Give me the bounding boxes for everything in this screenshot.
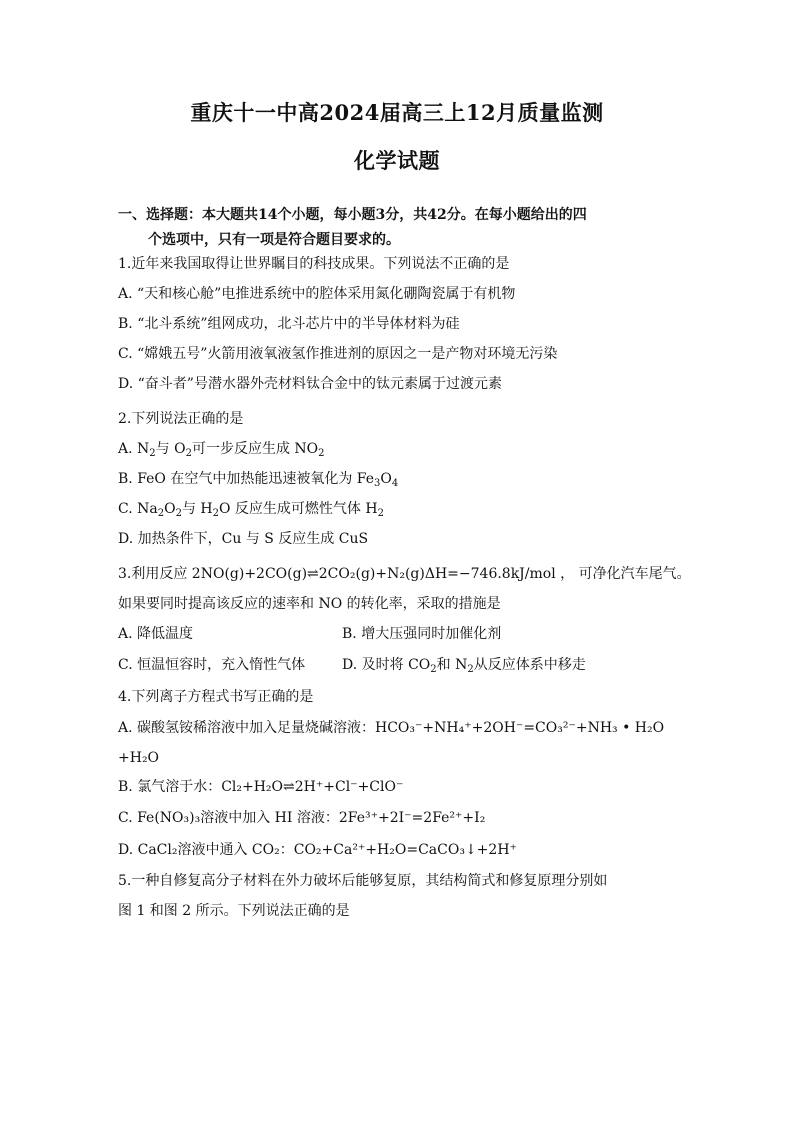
q2a-sub-1: 2 xyxy=(149,448,156,459)
question-1-option-a: A. “天和核心舱”电推进系统中的腔体采用氮化硼陶瓷属于有机物 xyxy=(118,286,516,302)
q2b-text-1: B. FeO 在空气中加热能迅速被氧化为 Fe xyxy=(118,471,375,487)
q2c-sub-4: 2 xyxy=(377,508,384,519)
q2c-sub-2: 2 xyxy=(175,508,182,519)
question-2-option-c xyxy=(118,499,384,519)
q3d-text-1: D. 及时将 CO xyxy=(342,657,431,673)
q2a-text-1: A. N xyxy=(118,441,150,457)
question-3-option-a: A. 降低温度 xyxy=(118,626,194,642)
section-heading-line1: 一、选择题：本大题共14个小题，每小题3分，共42分。在每小题给出的四 xyxy=(118,207,587,223)
question-1-option-c: C. “嫦娥五号”火箭用液氧液氢作推进剂的原因之一是产物对环境无污染 xyxy=(118,346,558,362)
question-2-option-a xyxy=(118,439,325,459)
question-5-stem-line1: 5.一种自修复高分子材料在外力破坏后能够复原，其结构简式和修复原理分别如 xyxy=(118,873,608,889)
question-4-option-a-line2: +H₂O xyxy=(118,750,160,766)
section-heading-line2: 个选项中，只有一项是符合题目要求的。 xyxy=(148,232,400,248)
q3d-sub-1: 2 xyxy=(430,664,437,675)
q2c-sub-1: 2 xyxy=(157,508,165,519)
q2a-sub-3: 2 xyxy=(318,448,325,459)
question-3-option-d xyxy=(342,655,586,675)
q2b-sub-2: 4 xyxy=(391,478,399,489)
q3d-sub-2: 2 xyxy=(467,664,474,675)
q2c-text-2: O xyxy=(164,501,176,517)
question-4-stem: 4.下列离子方程式书写正确的是 xyxy=(118,689,314,705)
question-2-option-b xyxy=(118,469,398,489)
question-5-stem-line2: 图 1 和图 2 所示。下列说法正确的是 xyxy=(118,903,350,919)
question-1-stem: 1.近年来我国取得让世界瞩目的科技成果。下列说法不正确的是 xyxy=(118,256,510,272)
q3d-text-3: 从反应体系中移走 xyxy=(473,657,586,673)
document-subtitle: 化学试题 xyxy=(354,148,440,173)
question-4-option-d: D. CaCl₂溶液中通入 CO₂：CO₂+Ca²⁺+H₂O=CaCO₃↓+2H⁺ xyxy=(118,842,517,858)
question-3-option-c: C. 恒温恒容时，充入惰性气体 xyxy=(118,657,306,673)
question-3-option-b: B. 增大压强同时加催化剂 xyxy=(342,626,502,642)
question-1-option-b: B. “北斗系统”组网成功，北斗芯片中的半导体材料为硅 xyxy=(118,316,460,332)
q2c-text-4: O 反应生成可燃性气体 H xyxy=(219,501,378,517)
q2c-sub-3: 2 xyxy=(212,508,219,519)
q2c-text-3: 与 H xyxy=(181,501,213,517)
q3d-text-2: 和 N xyxy=(436,657,468,673)
question-2-option-d: D. 加热条件下，Cu 与 S 反应生成 CuS xyxy=(118,531,369,547)
q2b-text-2: O xyxy=(380,471,392,487)
q2a-text-2: 与 O xyxy=(155,441,186,457)
question-2-stem: 2.下列说法正确的是 xyxy=(118,411,244,427)
question-3-stem-line2: 如果要同时提高该反应的速率和 NO 的转化率，采取的措施是 xyxy=(118,596,501,612)
question-4-option-b: B. 氯气溶于水：Cl₂+H₂O⇌2H⁺+Cl⁻+ClO⁻ xyxy=(118,779,404,795)
q2a-text-3: 可一步反应生成 NO xyxy=(191,441,319,457)
q2a-sub-2: 2 xyxy=(185,448,192,459)
question-1-option-d: D. “奋斗者”号潜水器外壳材料钛合金中的钛元素属于过渡元素 xyxy=(118,376,502,392)
document-title: 重庆十一中高2024届高三上12月质量监测 xyxy=(190,100,604,125)
q2b-sub-1: 3 xyxy=(374,478,381,489)
question-3-stem-line1: 3.利用反应 2NO(g)+2CO(g)⇌2CO₂(g)+N₂(g)ΔH=−746.8kJ/mol ， 可净化汽车尾气。 xyxy=(118,566,691,582)
question-4-option-a-line1: A. 碳酸氢铵稀溶液中加入足量烧碱溶液：HCO₃⁻+NH₄⁺+2OH⁻=CO₃²⁻+NH₃ • H₂O xyxy=(118,720,665,736)
q2c-text-1: C. Na xyxy=(118,501,158,517)
question-4-option-c: C. Fe(NO₃)₃溶液中加入 HI 溶液：2Fe³⁺+2I⁻=2Fe²⁺+I₂ xyxy=(118,810,486,826)
